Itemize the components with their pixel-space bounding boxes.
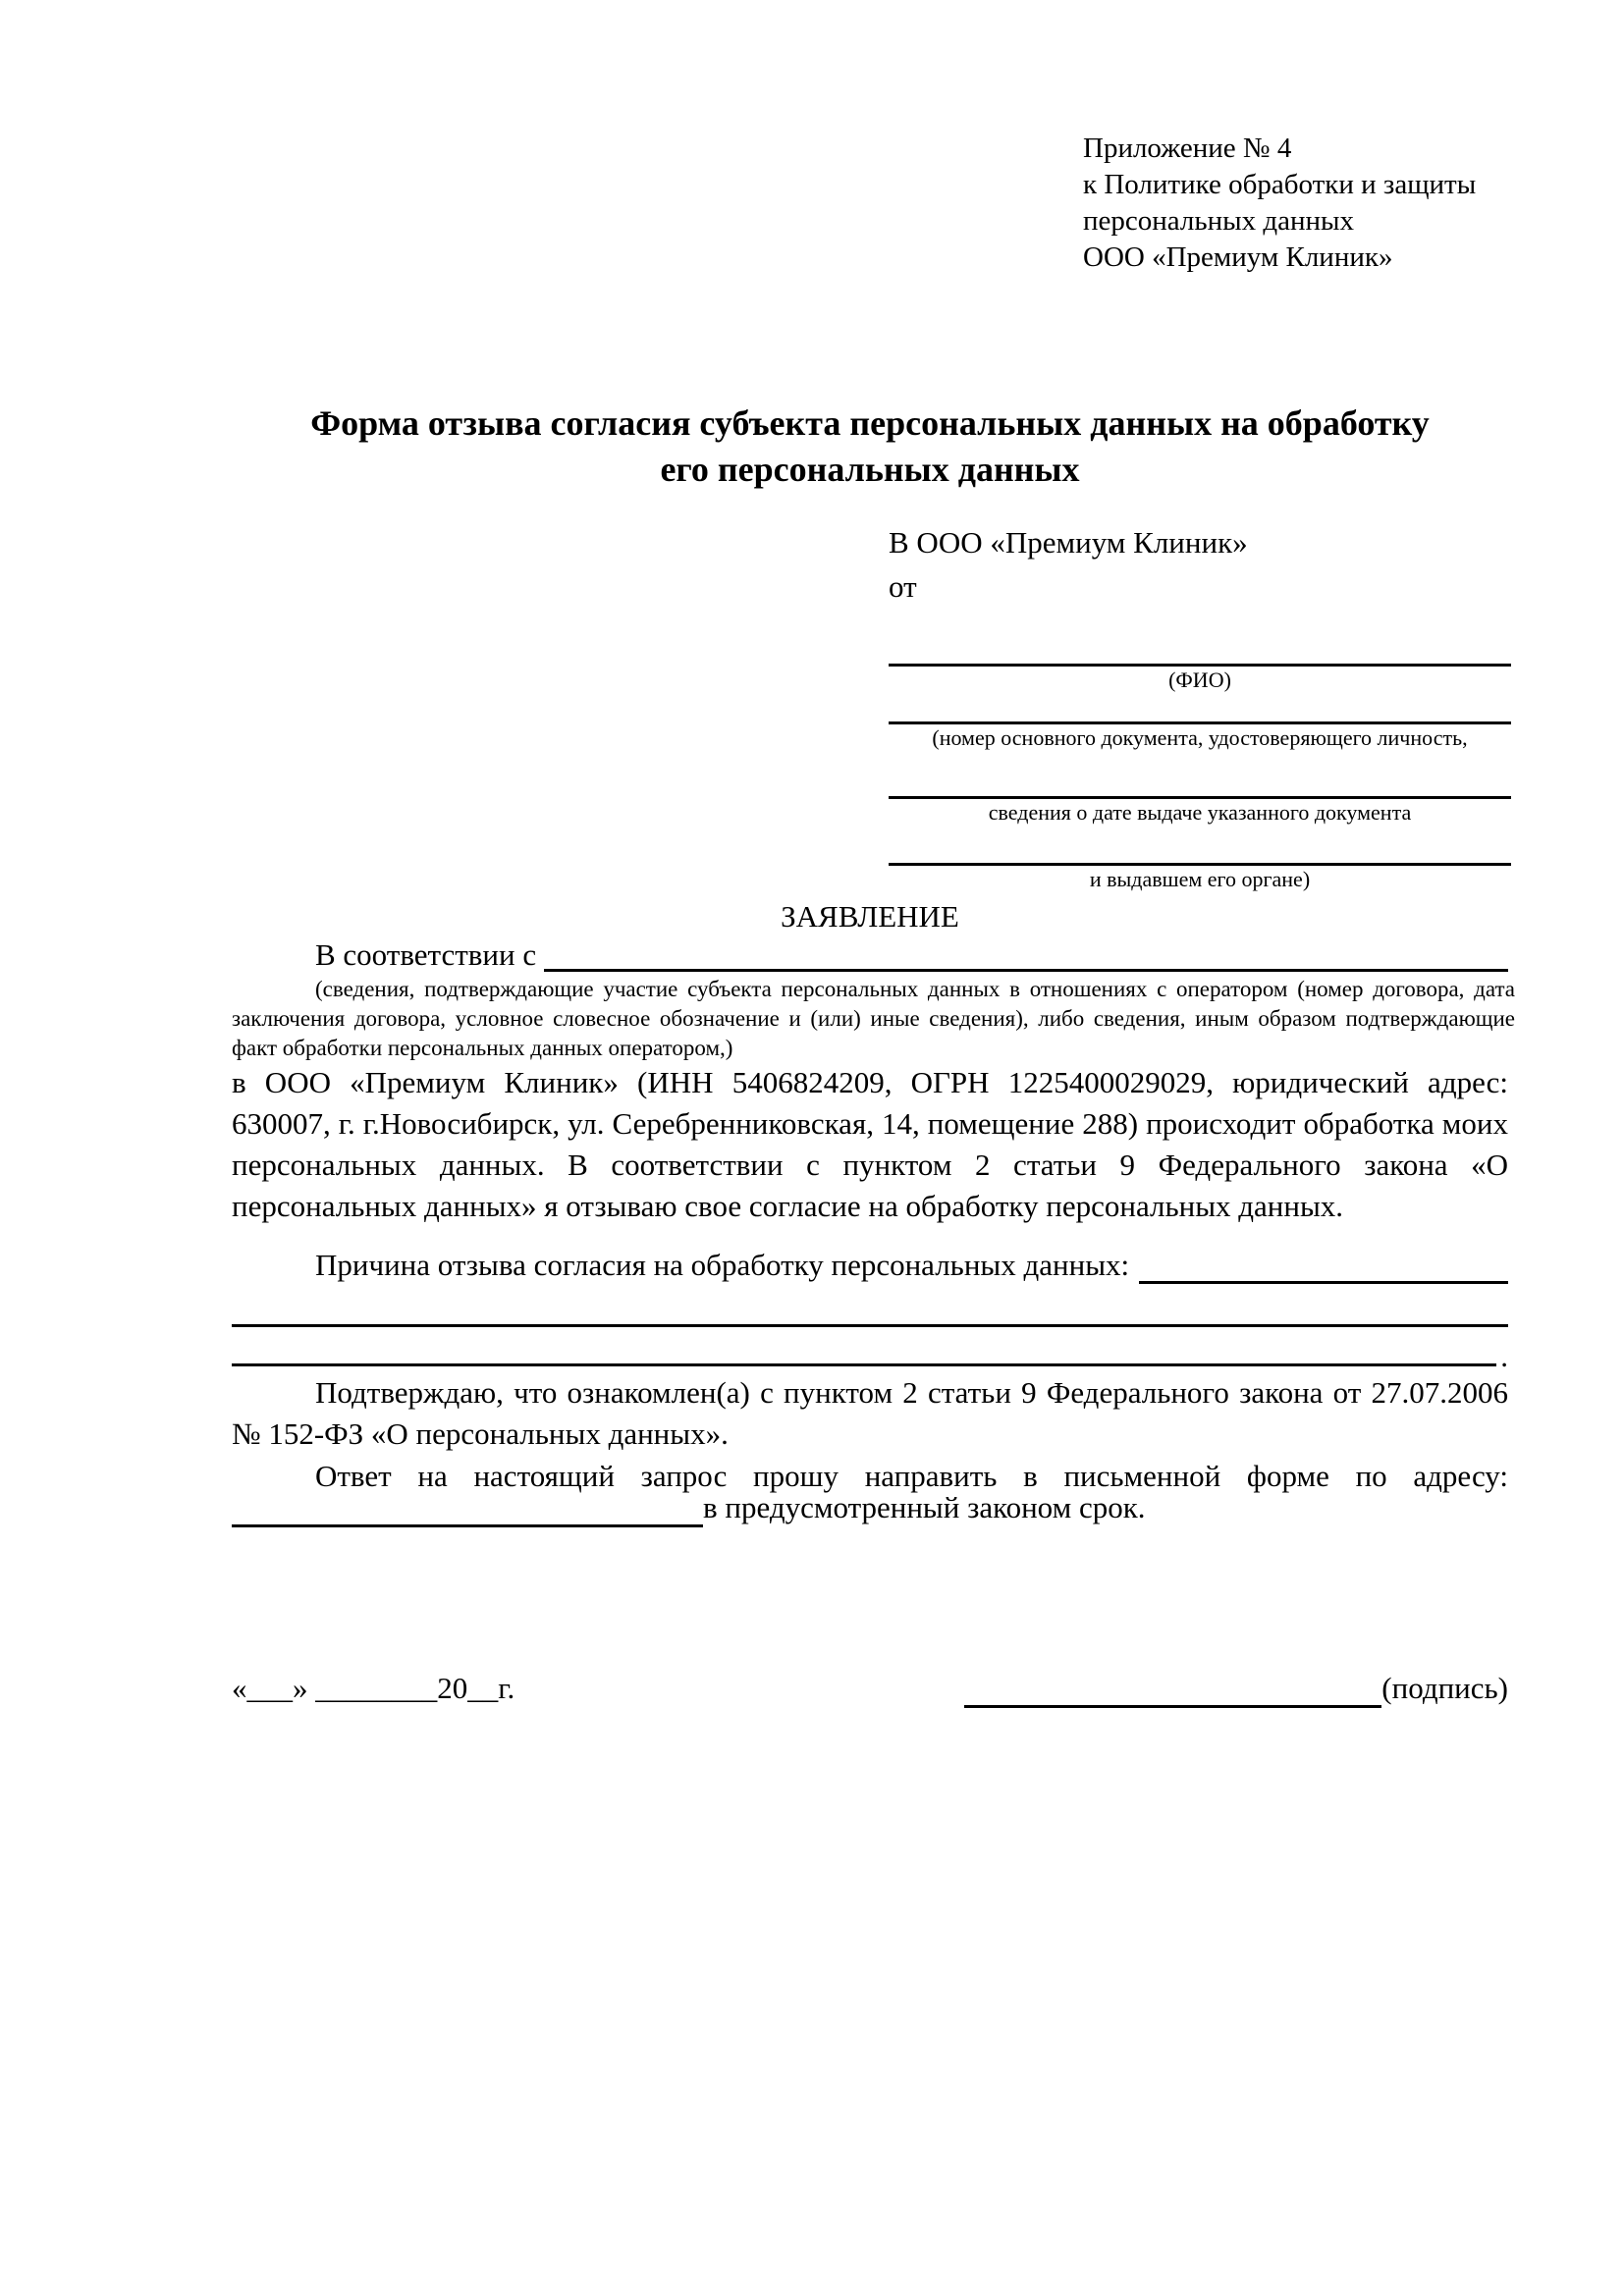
reply-address-row — [232, 1488, 1508, 1527]
appendix-header-line: Приложение № 4 — [1083, 133, 1292, 164]
page-title-line2: его персональных данных — [660, 450, 1080, 489]
line-end-period: . — [1500, 1339, 1508, 1373]
reply-address-blank-line — [232, 1491, 703, 1527]
accordance-row — [232, 938, 1508, 972]
fine-print-note: (сведения, подтверждающие участие субъекта персональных данных в отношениях с оператором (номер договора, дата заключения договора, условное словесное обозначение и (или) иные сведения), либо сведения, иным образом подтверждающие факт обработки персональных данных оператором,) — [232, 977, 1515, 1060]
signature-area — [964, 1669, 1508, 1708]
accordance-label: В соответствии с — [315, 937, 537, 972]
reason-blank-lines — [232, 1288, 1508, 1373]
reply-request-line: Ответ на настоящий запрос прошу направить в письменной форме по адресу: — [315, 1459, 1508, 1493]
confirmation-paragraph: Подтверждаю, что ознакомлен(а) с пунктом 2 статьи 9 Федерального закона от 27.07.2006 № 152-ФЗ «О персональных данных». — [232, 1375, 1508, 1451]
issue-date-caption: сведения о дате выдаче указанного документа — [988, 800, 1412, 825]
reason-label: Причина отзыва согласия на обработку персональных данных: — [315, 1248, 1130, 1282]
accordance-blank-line — [544, 938, 1508, 972]
reason-blank-line-2 — [232, 1324, 1508, 1327]
statement-heading: ЗАЯВЛЕНИЕ — [781, 899, 959, 934]
paragraph-indent — [232, 1247, 315, 1284]
signature-blank-line — [964, 1672, 1381, 1708]
page-title — [232, 400, 1508, 493]
date-signature-row — [232, 1669, 1508, 1708]
date-blank: «___» ________20__г. — [232, 1671, 515, 1705]
appendix-header-line: персональных данных — [1083, 205, 1355, 237]
reply-tail: в предусмотренный законом срок. — [703, 1490, 1146, 1524]
reason-blank-line — [1139, 1247, 1508, 1284]
recipient-organization: В ООО «Премиум Клиник» — [889, 525, 1248, 560]
blank-line-row — [232, 1288, 1508, 1327]
recipient-from-label: от — [889, 569, 917, 604]
page-title-line1: Форма отзыва согласия субъекта персональных данных на обработку — [310, 403, 1430, 443]
fio-caption: (ФИО) — [1168, 667, 1231, 692]
reason-blank-line-3 — [232, 1363, 1496, 1366]
appendix-header — [1083, 131, 1505, 276]
body-paragraph: в ООО «Премиум Клиник» (ИНН 5406824209, ОГРН 1225400029029, юридический адрес: 630007, г. г.Новосибирск, ул. Серебренниковская, 14, помещение 288) происходит обработка моих персональных данных. В соответствии с пунктом 2 статьи 9 Федерального закона «О персональных данных» я отзываю свое согласие на обработку персональных данных. — [232, 1065, 1508, 1223]
appendix-header-line: ООО «Премиум Клиник» — [1083, 241, 1393, 273]
recipient-block — [889, 523, 1511, 892]
issue-org-caption: и выдавшем его органе) — [1089, 867, 1311, 891]
document-number-caption: (номер основного документа, удостоверяющего личность, — [932, 725, 1468, 750]
reason-row — [232, 1247, 1508, 1284]
appendix-header-line: к Политике обработки и защиты — [1083, 169, 1477, 200]
signature-caption: (подпись) — [1381, 1671, 1508, 1705]
paragraph-indent — [232, 938, 315, 972]
blank-line-row — [232, 1327, 1508, 1373]
